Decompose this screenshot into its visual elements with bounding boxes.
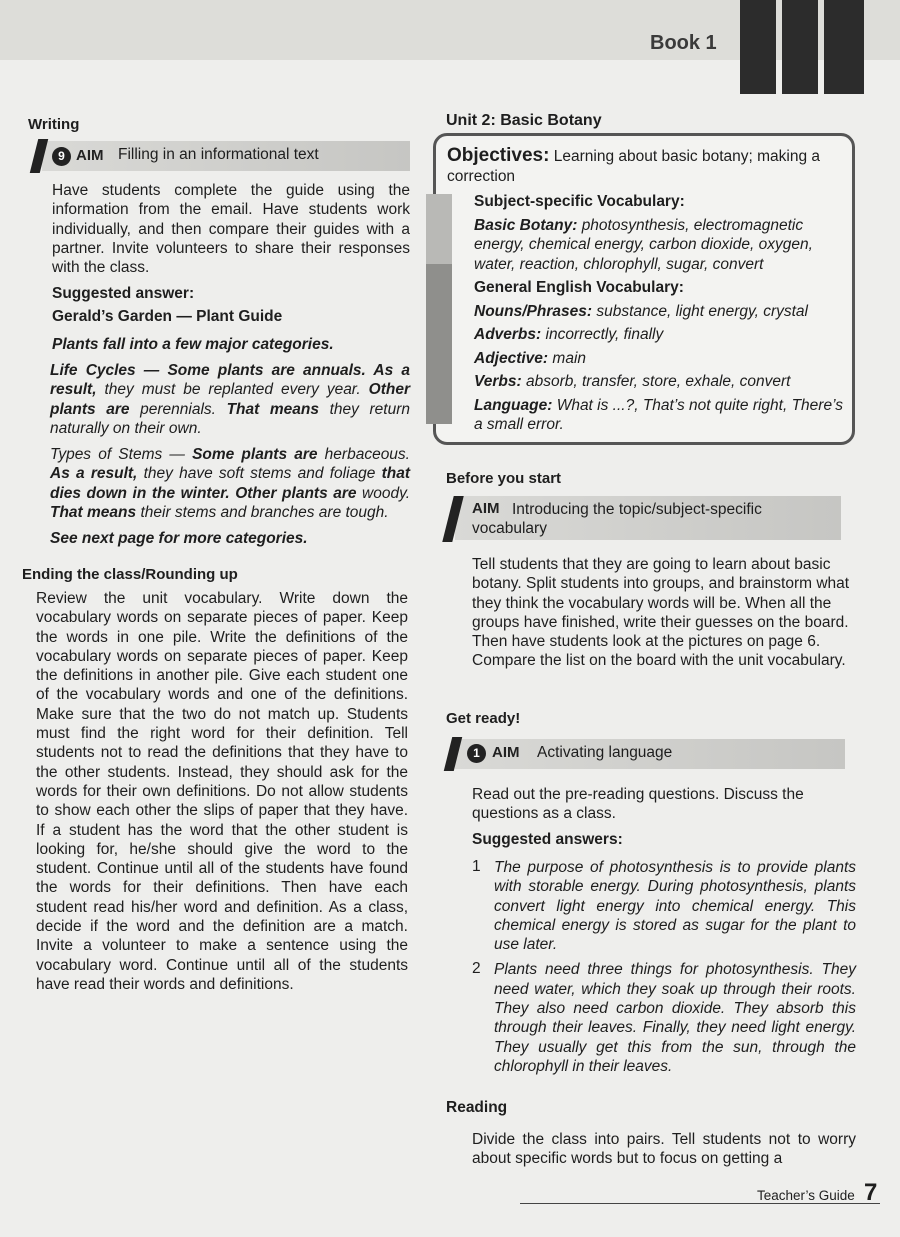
edge-tab [782,0,818,94]
aim-label: AIM [492,744,520,761]
life-cycles-paragraph: Life Cycles — Some plants are annuals. As a result, they must be replanted every year. Other plants are perennials. That means they return naturally on their own. [50,362,410,437]
ending-text: Review the unit vocabulary. Write down the vocabulary words on separate pieces of paper. Keep the words in one pile. Write the definitions of the vocabulary words on separate pieces of paper. Keep the definitions in another pile. Give each student one of the vocabulary words and one of the definitions. Make sure that the two do not match up. Students must find the right word for their definition. Tell students not to read the definitions that they have to the other students. Instead, they should ask for the words for their own definitions. Do not allow students to show each other the slips of paper that they have. If a student has the word that the other student is looking for, he/she should give the word to the student. Continue until all of the students have found the words for their definitions. Then have each student read his/her word and definition. As a class, decide if the word and the definition are a match. Invite a volunteer to make a sentence using the vocabulary word. Continue until all of the students have read their words and definitions. [36,590,408,993]
footer-rule [520,1203,880,1204]
aim-title: Filling in an informational text [118,146,319,163]
aim1-text: Read out the pre-reading questions. Discuss the questions as a class. [472,786,804,823]
reading-heading: Reading [446,1099,508,1116]
aim9-instructions: Have students complete the guide using the information from the email. Have students work individually, and then compare their guides with a partner. Invite volunteers to share their responses with the class. [52,182,410,277]
subject-vocab-heading: Subject-specific Vocabulary: [474,193,685,210]
adjective-row: Adjective: main [474,349,587,367]
aim-title: Introducing the topic/subject-specific vocabulary [472,501,762,537]
general-vocab-heading: General English Vocabulary: [474,279,684,296]
ending-heading: Ending the class/Rounding up [22,566,238,583]
before-heading: Before you start [446,470,562,487]
suggested-answers-label: Suggested answers: [472,831,623,848]
aim-label: AIM [472,500,500,517]
aim-title: Activating language [537,744,673,761]
adverbs-row: Adverbs: incorrectly, finally [474,326,664,343]
answers-list [472,858,856,1076]
objectives-label: Objectives: [447,145,550,166]
objectives-line [447,146,847,186]
guide-title: Gerald’s Garden — Plant Guide [52,308,283,325]
shade-bar [426,264,452,424]
see-next-page: See next page for more categories. [50,530,308,547]
basic-botany-row: Basic Botany: photosynthesis, electromagnetic energy, chemical energy, carbon dioxide, oxygen, water, reaction, chlorophyll, sugar, convert [474,216,813,273]
edge-tab [740,0,776,94]
objectives-text: Learning about basic botany; making a correction [447,148,821,185]
vocab-list [474,192,849,435]
unit-title: Unit 2: Basic Botany [446,112,602,129]
book-label: Book 1 [650,32,717,54]
page-number: 7 [864,1179,878,1206]
writing-heading: Writing [28,116,80,133]
verbs-row: Verbs: absorb, transfer, store, exhale, convert [474,373,791,390]
aim-number-badge: 9 [52,147,71,166]
reading-text: Divide the class into pairs. Tell students not to worry about specific words but to focus on getting a [472,1131,856,1168]
answer-item: 1 The purpose of photosynthesis is to provide plants with storable energy. During photosynthesis, plants convert light energy into chemical energy. This chemical energy is stored as sugar for the plant to use later. [472,858,856,954]
objectives-box [433,133,855,445]
types-of-stems-paragraph: Types of Stems — Some plants are herbaceous. As a result, they have soft stems and foliage that dies down in the winter. Other plants are woody. That means their stems and branches are tough. [50,446,411,521]
language-row: Language: What is ...?, That’s not quite right, There’s a small error. [474,396,843,433]
major-categories: Plants fall into a few major categories. [52,336,334,353]
footer-label: Teacher’s Guide [757,1188,855,1203]
aim-label: AIM [76,147,104,164]
suggested-answer-label: Suggested answer: [52,285,195,302]
get-ready-heading: Get ready! [446,710,521,727]
answer-item: 2 Plants need three things for photosynthesis. They need water, which they soak up through their roots. They also need carbon dioxide. They absorb this through their leaves. Finally, they need light energy. They usually get this from the sun, through the chlorophyll in their leaves. [472,960,856,1075]
aim-number-badge: 1 [467,744,486,763]
edge-tab [824,0,864,94]
before-text: Tell students that they are going to learn about basic botany. Split students into groups, and brainstorm what they think the vocabulary words will be. When all the groups have finished, write their guesses on the board. Then have students look at the pictures on page 6. Compare the list on the board with the unit vocabulary. [472,556,850,670]
nouns-row: Nouns/Phrases: substance, light energy, crystal [474,302,808,320]
shade-bar [426,194,452,264]
